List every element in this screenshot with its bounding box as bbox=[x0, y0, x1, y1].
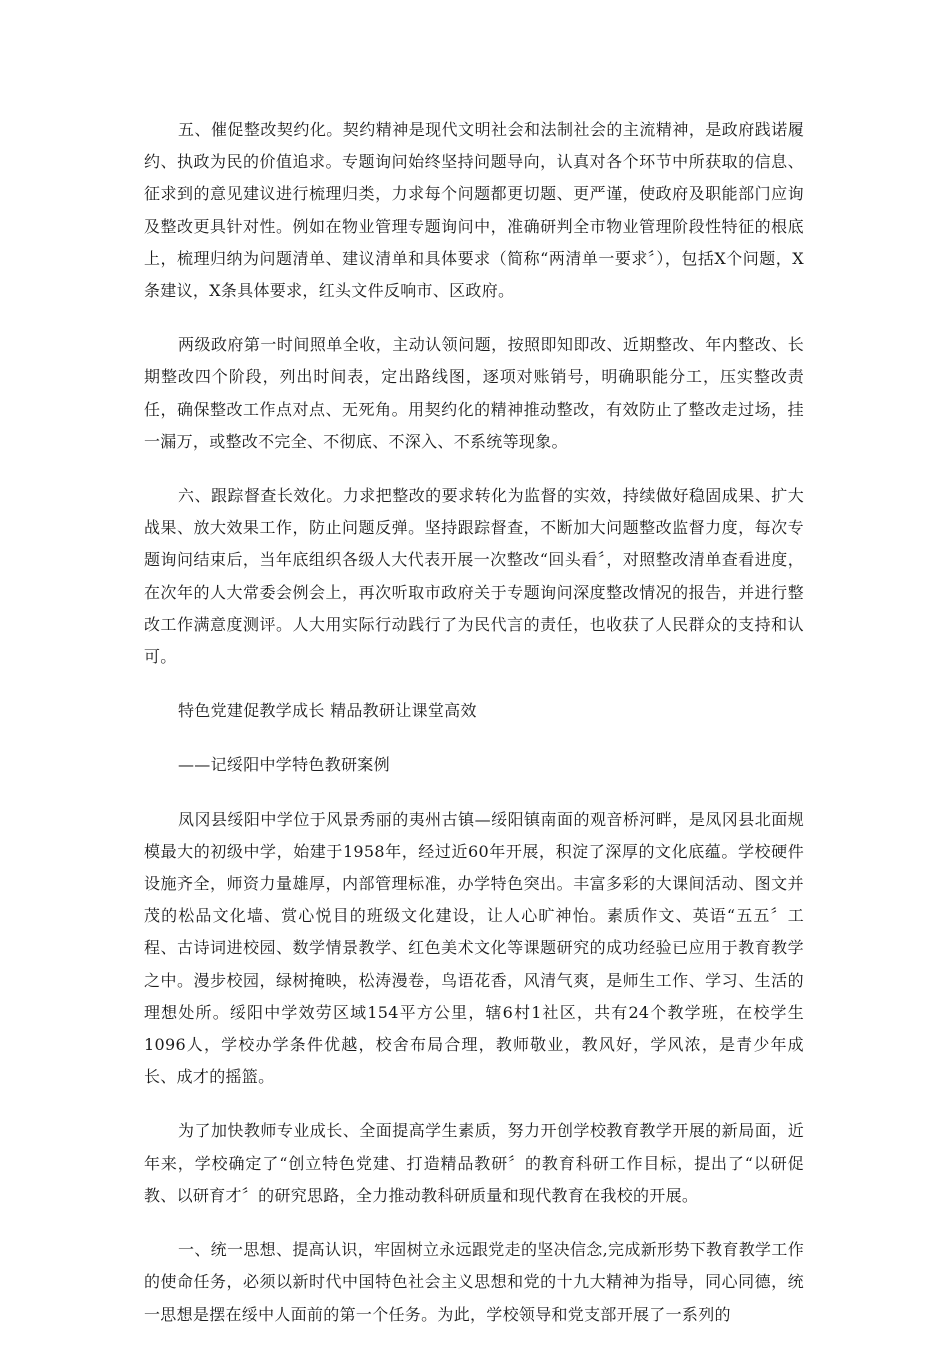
paragraph-unify-thinking: 一、统一思想、提高认识，牢固树立永远跟党走的坚决信念,完成新形势下教育教学工作的使命任务，必须以新时代中国特色社会主义思想和党的十九大精神为指导，同心同德，统一思想是摆在绥中人面前的第一个任务。为此，学校领导和党支部开展了一系列的 bbox=[144, 1240, 804, 1324]
paragraph-school-introduction: 凤冈县绥阳中学位于风景秀丽的夷州古镇—绥阳镇南面的观音桥河畔，是凤冈县北面规模最大的初级中学，始建于1958年，经过近60年开展，积淀了深厚的文化底蕴。学校硬件设施齐全，师资力量雄厚，内部管理标准，办学特色突出。丰富多彩的大课间活动、图文并茂的松品文化墙、赏心悦目的班级文化建设，让人心旷神怡。素质作文、英语“五五〞工程、古诗词进校园、数学情景教学、红色美术文化等课题研究的成功经验已应用于教育教学之中。漫步校园，绿树掩映，松涛漫卷，鸟语花香，风清气爽，是师生工作、学习、生活的理想处所。绥阳中学效劳区域154平方公里，辖6村1社区，共有24个教学班，在校学生1096人，学校办学条件优越，校舍布局合理，教师敬业，教风好，学风浓，是青少年成长、成才的摇篮。 bbox=[144, 809, 804, 1087]
article-subtitle: ——记绥阳中学特色教研案例 bbox=[178, 755, 390, 775]
paragraph-tracking-supervision: 六、跟踪督查长效化。力求把整改的要求转化为监督的实效，持续做好稳固成果、扩大战果、放大效果工作，防止问题反弹。坚持跟踪督查，不断加大问题整改监督力度，每次专题询问结束后，当年底组织各级人大代表开展一次整改“回头看〞，对照整改清单查看进度，在次年的人大常委会例会上，再次听取市政府关于专题询问深度整改情况的报告，并进行整改工作满意度测评。人大用实际行动践行了为民代言的责任，也收获了人民群众的支持和认可。 bbox=[144, 486, 804, 667]
paragraph-rectification-contract: 五、催促整改契约化。契约精神是现代文明社会和法制社会的主流精神，是政府践诺履约、执政为民的价值追求。专题询问始终坚持问题导向，认真对各个环节中所获取的信息、征求到的意见建议进行梳理归类，力求每个问题都更切题、更严谨，使政府及职能部门应询及整改更具针对性。例如在物业管理专题询问中，准确研判全市物业管理阶段性特征的根底上，梳理归纳为问题清单、建议清单和具体要求（简称“两清单一要求〞），包括X个问题，X条建议，X条具体要求，红头文件反响市、区政府。 bbox=[144, 120, 804, 301]
document-page bbox=[144, 114, 804, 1353]
paragraph-government-response: 两级政府第一时间照单全收，主动认领问题，按照即知即改、近期整改、年内整改、长期整改四个阶段，列出时间表，定出路线图，逐项对账销号，明确职能分工，压实整改责任，确保整改工作点对点、无死角。用契约化的精神推动整改，有效防止了整改走过场，挂一漏万，或整改不完全、不彻底、不深入、不系统等现象。 bbox=[144, 335, 804, 451]
article-title: 特色党建促教学成长 精品教研让课堂高效 bbox=[178, 701, 477, 721]
paragraph-research-goals: 为了加快教师专业成长、全面提高学生素质，努力开创学校教育教学开展的新局面，近年来，学校确定了“创立特色党建、打造精品教研〞的教育科研工作目标，提出了“以研促教、以研育才〞的研究思路，全力推动教科研质量和现代教育在我校的开展。 bbox=[144, 1121, 804, 1205]
